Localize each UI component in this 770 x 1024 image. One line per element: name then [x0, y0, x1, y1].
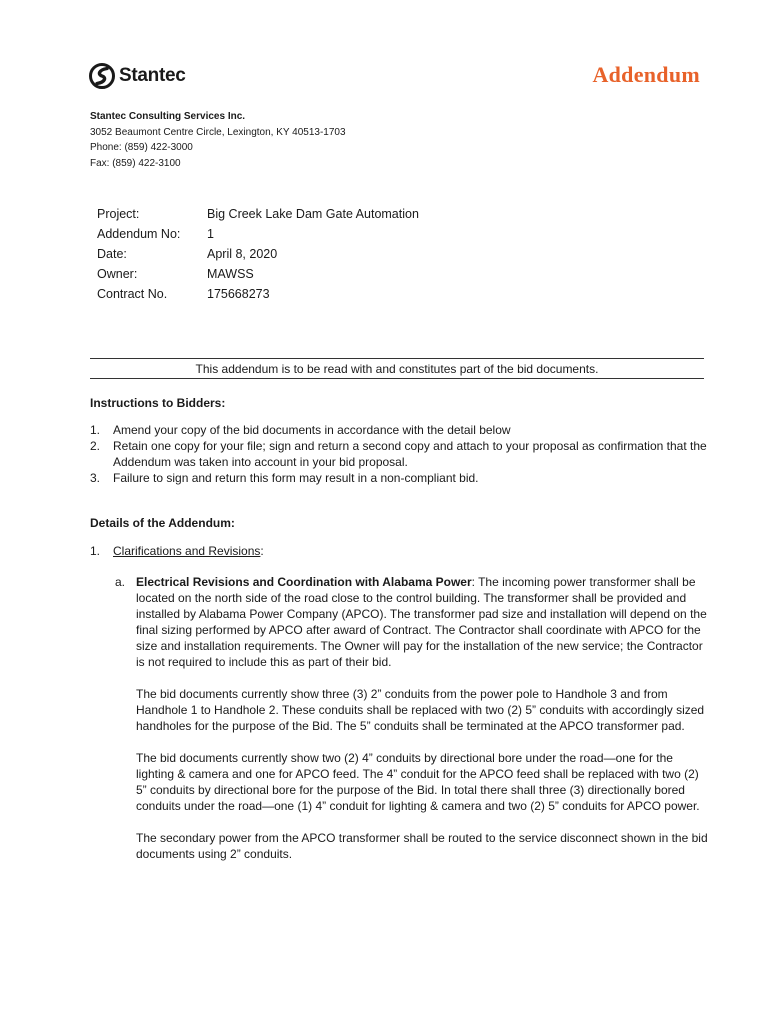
company-name: Stantec Consulting Services Inc.	[90, 111, 246, 122]
clarifications-item	[90, 544, 264, 558]
list-item-text: Failure to sign and return this form may result in a non-compliant bid.	[113, 471, 479, 485]
paragraph: The bid documents currently show three (3) 2” conduits from the power pole to Handhole 3 and from Handhole 1 to Handhole 2. These conduits shall be replaced with two (2) 5” conduits with accordingly sized handholes for the purpose of the Bid. The 5” conduits shall be terminated at the APCO transformer pad.	[136, 687, 705, 733]
notice-top-rule	[90, 358, 704, 359]
company-address: 3052 Beaumont Centre Circle, Lexington, KY 40513-1703	[90, 126, 346, 138]
paragraph: The secondary power from the APCO transformer shall be routed to the service disconnect shown in the bid documents using 2” conduits.	[136, 831, 708, 861]
meta-value: April 8, 2020	[207, 247, 278, 261]
subsection-lead-paragraph	[136, 574, 710, 670]
meta-value: Big Creek Lake Dam Gate Automation	[207, 207, 419, 221]
clarifications-suffix: :	[260, 544, 264, 558]
list-item-number: 3.	[90, 471, 101, 485]
meta-label: Date:	[97, 247, 127, 261]
meta-row	[97, 224, 419, 244]
meta-value: 175668273	[207, 287, 270, 301]
meta-row	[97, 264, 419, 284]
instructions-list	[90, 422, 710, 486]
meta-label: Contract No.	[97, 287, 168, 301]
stantec-logo-icon	[88, 62, 116, 90]
meta-value: MAWSS	[207, 267, 254, 281]
meta-label: Project:	[97, 207, 140, 221]
document-title: Addendum	[592, 62, 700, 87]
meta-label: Addendum No:	[97, 227, 181, 241]
instructions-heading: Instructions to Bidders:	[90, 396, 226, 410]
subsection-letter: a.	[115, 575, 126, 589]
subsection-title: Electrical Revisions and Coordination with Alabama Power	[136, 575, 472, 589]
list-item-text: Retain one copy for your file; sign and return a second copy and attach to your proposal as confirmation that the Addendum was taken into account in your bid proposal.	[113, 439, 707, 469]
list-item-number: 2.	[90, 439, 101, 453]
company-fax: Fax: (859) 422-3100	[90, 157, 181, 169]
meta-row	[97, 284, 419, 304]
subsection-body	[136, 574, 710, 862]
paragraph: The bid documents currently show two (2) 4” conduits by directional bore under the road—one for the lighting & camera and one for APCO feed. The 4” conduit for the APCO feed shall be replaced with two (2) 5” conduits by directional bore for the purpose of the Bid. In total there shall three (3) directionally bored conduits under the road—one (1) 4” conduit for lighting & camera and two (2) 5” conduits for APCO power.	[136, 751, 700, 813]
subsection-lead-text: The incoming power transformer shall be located on the north side of the road close to the control building. The transformer shall be provided and installed by Alabama Power Company (APCO). The transformer pad size and installation will depend on the final sizing performed by APCO after award of Contract. The Contractor shall coordinate with APCO for the size and installation requirements. The Owner will pay for the installation of the new service; the Contractor is not required to include this as part of their bid.	[136, 575, 707, 669]
details-heading: Details of the Addendum:	[90, 516, 235, 530]
subsection-a	[115, 574, 710, 878]
company-block	[90, 109, 346, 171]
meta-row	[97, 244, 419, 264]
meta-label: Owner:	[97, 267, 138, 281]
logo-text: Stantec	[119, 65, 186, 86]
list-item	[90, 438, 710, 470]
list-item	[90, 422, 710, 438]
clarifications-label: Clarifications and Revisions	[113, 544, 261, 558]
company-phone: Phone: (859) 422-3000	[90, 142, 193, 153]
notice-bottom-rule	[90, 378, 704, 379]
list-item-text: Amend your copy of the bid documents in accordance with the detail below	[113, 423, 511, 437]
project-meta-table	[97, 204, 419, 304]
clarifications-number: 1.	[90, 544, 101, 558]
notice-text: This addendum is to be read with and constitutes part of the bid documents.	[195, 362, 599, 376]
list-item	[90, 470, 710, 486]
subsection-title-suffix: :	[471, 575, 475, 589]
meta-row	[97, 204, 419, 224]
list-item-number: 1.	[90, 423, 101, 437]
stantec-logo	[88, 62, 186, 90]
meta-value: 1	[207, 227, 214, 241]
